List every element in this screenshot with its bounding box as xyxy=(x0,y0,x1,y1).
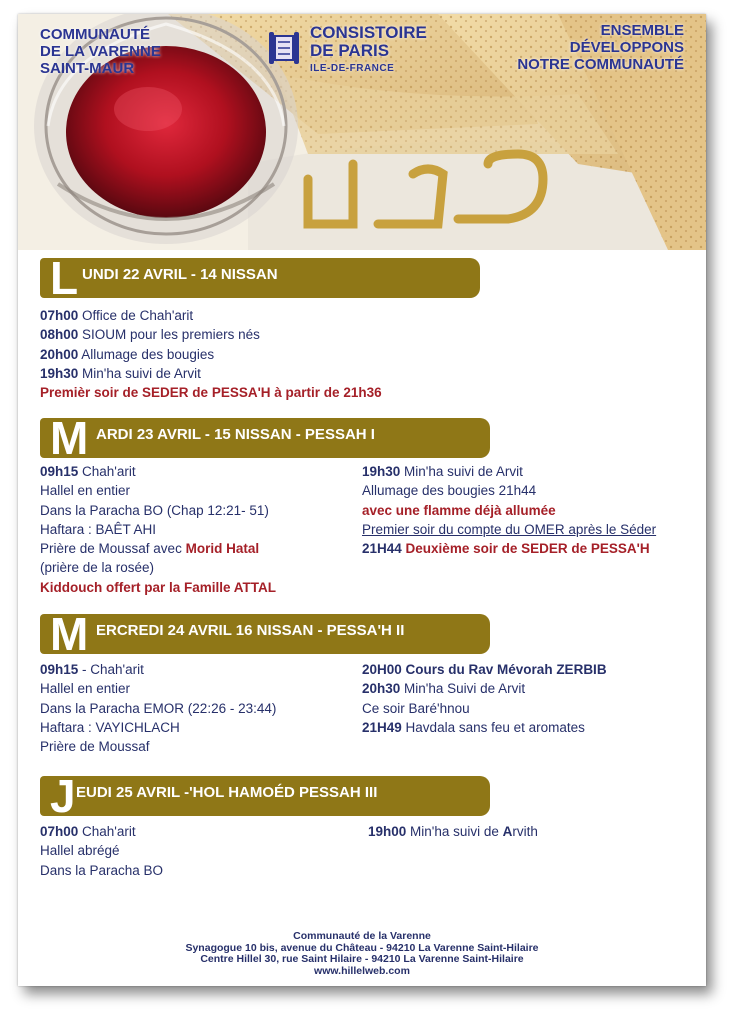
schedule-item: Hallel en entier xyxy=(40,681,131,697)
thursday-schedule-left xyxy=(40,822,163,880)
slogan-line-2: DÉVELOPPONS xyxy=(569,39,684,56)
wednesday-schedule-right xyxy=(362,660,607,737)
consistoire-line-2: DE PARIS xyxy=(310,41,390,60)
schedule-item xyxy=(40,660,276,679)
day-title: UNDI 22 AVRIL - 14 NISSAN xyxy=(82,266,278,283)
item-highlight: Deuxième soir de SEDER de PESSA'H xyxy=(401,541,650,557)
schedule-item xyxy=(362,539,656,558)
item-text: Min'ha suivi de Arvit xyxy=(78,365,201,381)
tuesday-schedule-left xyxy=(40,462,276,597)
schedule-item: Haftara : BAÊT AHI xyxy=(40,521,157,537)
item-text-bold: A xyxy=(502,824,513,839)
item-text: Min'ha suivi de Arvit xyxy=(400,464,523,479)
schedule-item xyxy=(40,822,163,841)
schedule-item: Hallel abrégé xyxy=(40,843,120,859)
item-time: 08h00 xyxy=(40,327,79,343)
schedule-item xyxy=(362,462,656,481)
item-time: 09h15 xyxy=(40,464,79,479)
day-header-monday xyxy=(40,252,480,304)
tuesday-schedule-right xyxy=(362,462,656,558)
item-time: 20h00 xyxy=(40,346,79,362)
item-text: Min'ha suivi de xyxy=(406,824,503,839)
item-time: 21H44 xyxy=(362,541,402,557)
day-initial: J xyxy=(50,770,76,822)
item-highlight: Morid Hatal xyxy=(185,541,260,557)
consistoire-subtitle: ILE-DE-FRANCE xyxy=(310,63,395,74)
slogan-line-1: ENSEMBLE xyxy=(600,22,684,39)
day-title: ERCREDI 24 AVRIL 16 NISSAN - PESSA'H II xyxy=(96,622,405,639)
flyer-page xyxy=(18,14,706,986)
schedule-highlight: Premièr soir de SEDER de PESSA'H à partir de 21h36 xyxy=(40,385,382,401)
schedule-item: Haftara : VAYICHLACH xyxy=(40,719,180,735)
footer-line-community: Communauté de la Varenne xyxy=(293,930,431,942)
schedule-item xyxy=(40,325,382,344)
community-line-2: DE LA VARENNE xyxy=(40,43,161,60)
item-time: 19h30 xyxy=(362,464,401,479)
day-header-tuesday xyxy=(40,412,490,464)
slogan-line-3: NOTRE COMMUNAUTÉ xyxy=(517,56,684,73)
day-title: ARDI 23 AVRIL - 15 NISSAN - PESSAH I xyxy=(96,426,375,443)
day-header-wednesday xyxy=(40,608,490,660)
day-title: EUDI 25 AVRIL -'HOL HAMOÉD PESSAH III xyxy=(76,784,378,801)
schedule-item: Dans la Paracha EMOR (22:26 - 23:44) xyxy=(40,700,277,716)
item-time: 07h00 xyxy=(40,824,79,839)
schedule-item: Dans la Paracha BO xyxy=(40,862,164,878)
schedule-item xyxy=(40,364,382,383)
day-initial: L xyxy=(50,252,79,304)
consistoire-logo-icon xyxy=(266,28,302,68)
item-text: Min'ha Suivi de Arvit xyxy=(400,681,526,697)
item-text: Chah'arit xyxy=(78,464,136,479)
schedule-item xyxy=(40,539,276,558)
schedule-item: Allumage des bougies 21h44 xyxy=(362,483,537,499)
schedule-item xyxy=(40,345,382,364)
embroidery-text: פסח xyxy=(438,239,440,240)
item-text: - Chah'arit xyxy=(78,662,144,677)
item-text: Chah'arit xyxy=(78,824,136,839)
schedule-item: Hallel en entier xyxy=(40,483,131,499)
schedule-item xyxy=(362,679,607,698)
item-text: SIOUM pour les premiers nés xyxy=(78,327,260,343)
schedule-item: Premier soir du compte du OMER après le Séder xyxy=(362,521,657,537)
schedule-highlight: Kiddouch offert par la Famille ATTAL xyxy=(40,579,277,595)
item-time: 19h00 xyxy=(368,824,407,839)
item-text: Office de Chah'arit xyxy=(78,308,194,323)
schedule-item: Dans la Paracha BO (Chap 12:21- 51) xyxy=(40,502,269,518)
day-initial: M xyxy=(50,608,89,660)
schedule-item xyxy=(368,822,538,841)
consistoire-line-1: CONSISTOIRE xyxy=(310,23,427,42)
schedule-item: (prière de la rosée) xyxy=(40,560,155,576)
thursday-schedule-right xyxy=(368,822,538,841)
item-time: 07h00 xyxy=(40,308,79,323)
footer-line-synagogue: Synagogue 10 bis, avenue du Château - 94210 La Varenne Saint-Hilaire xyxy=(185,941,539,954)
consistoire-logo-text xyxy=(310,24,427,78)
community-logo-text xyxy=(40,26,161,77)
item-time: 19h30 xyxy=(40,365,79,381)
item-text-end: rvith xyxy=(512,824,538,839)
item-text: Havdala sans feu et aromates xyxy=(401,719,585,735)
day-initial: M xyxy=(50,412,89,464)
schedule-item xyxy=(362,718,607,737)
wednesday-schedule-left xyxy=(40,660,276,756)
schedule-item: Prière de Moussaf xyxy=(40,739,150,755)
item-time: 21H49 xyxy=(362,719,402,735)
item-time: 20h30 xyxy=(362,681,401,697)
footer-address xyxy=(18,931,706,977)
schedule-highlight: avec une flamme déjà allumée xyxy=(362,502,556,518)
item-text: Prière de Moussaf avec xyxy=(40,541,186,557)
day-header-thursday xyxy=(40,770,490,822)
community-line-1: COMMUNAUTÉ xyxy=(40,26,150,43)
footer-website: www.hillelweb.com xyxy=(314,964,410,977)
header-banner xyxy=(18,14,706,250)
item-time: 09h15 xyxy=(40,662,79,677)
item-text: Allumage des bougies xyxy=(78,346,215,362)
footer-line-centre: Centre Hillel 30, rue Saint Hilaire - 94210 La Varenne Saint-Hilaire xyxy=(200,953,524,965)
slogan-text xyxy=(517,22,684,73)
schedule-item xyxy=(40,462,276,481)
schedule-item: 20H00 Cours du Rav Mévorah ZERBIB xyxy=(362,662,607,677)
monday-schedule xyxy=(40,306,382,402)
schedule-item xyxy=(40,306,382,325)
schedule-item: Ce soir Baré'hnou xyxy=(362,700,470,716)
community-line-3: SAINT-MAUR xyxy=(40,60,135,77)
